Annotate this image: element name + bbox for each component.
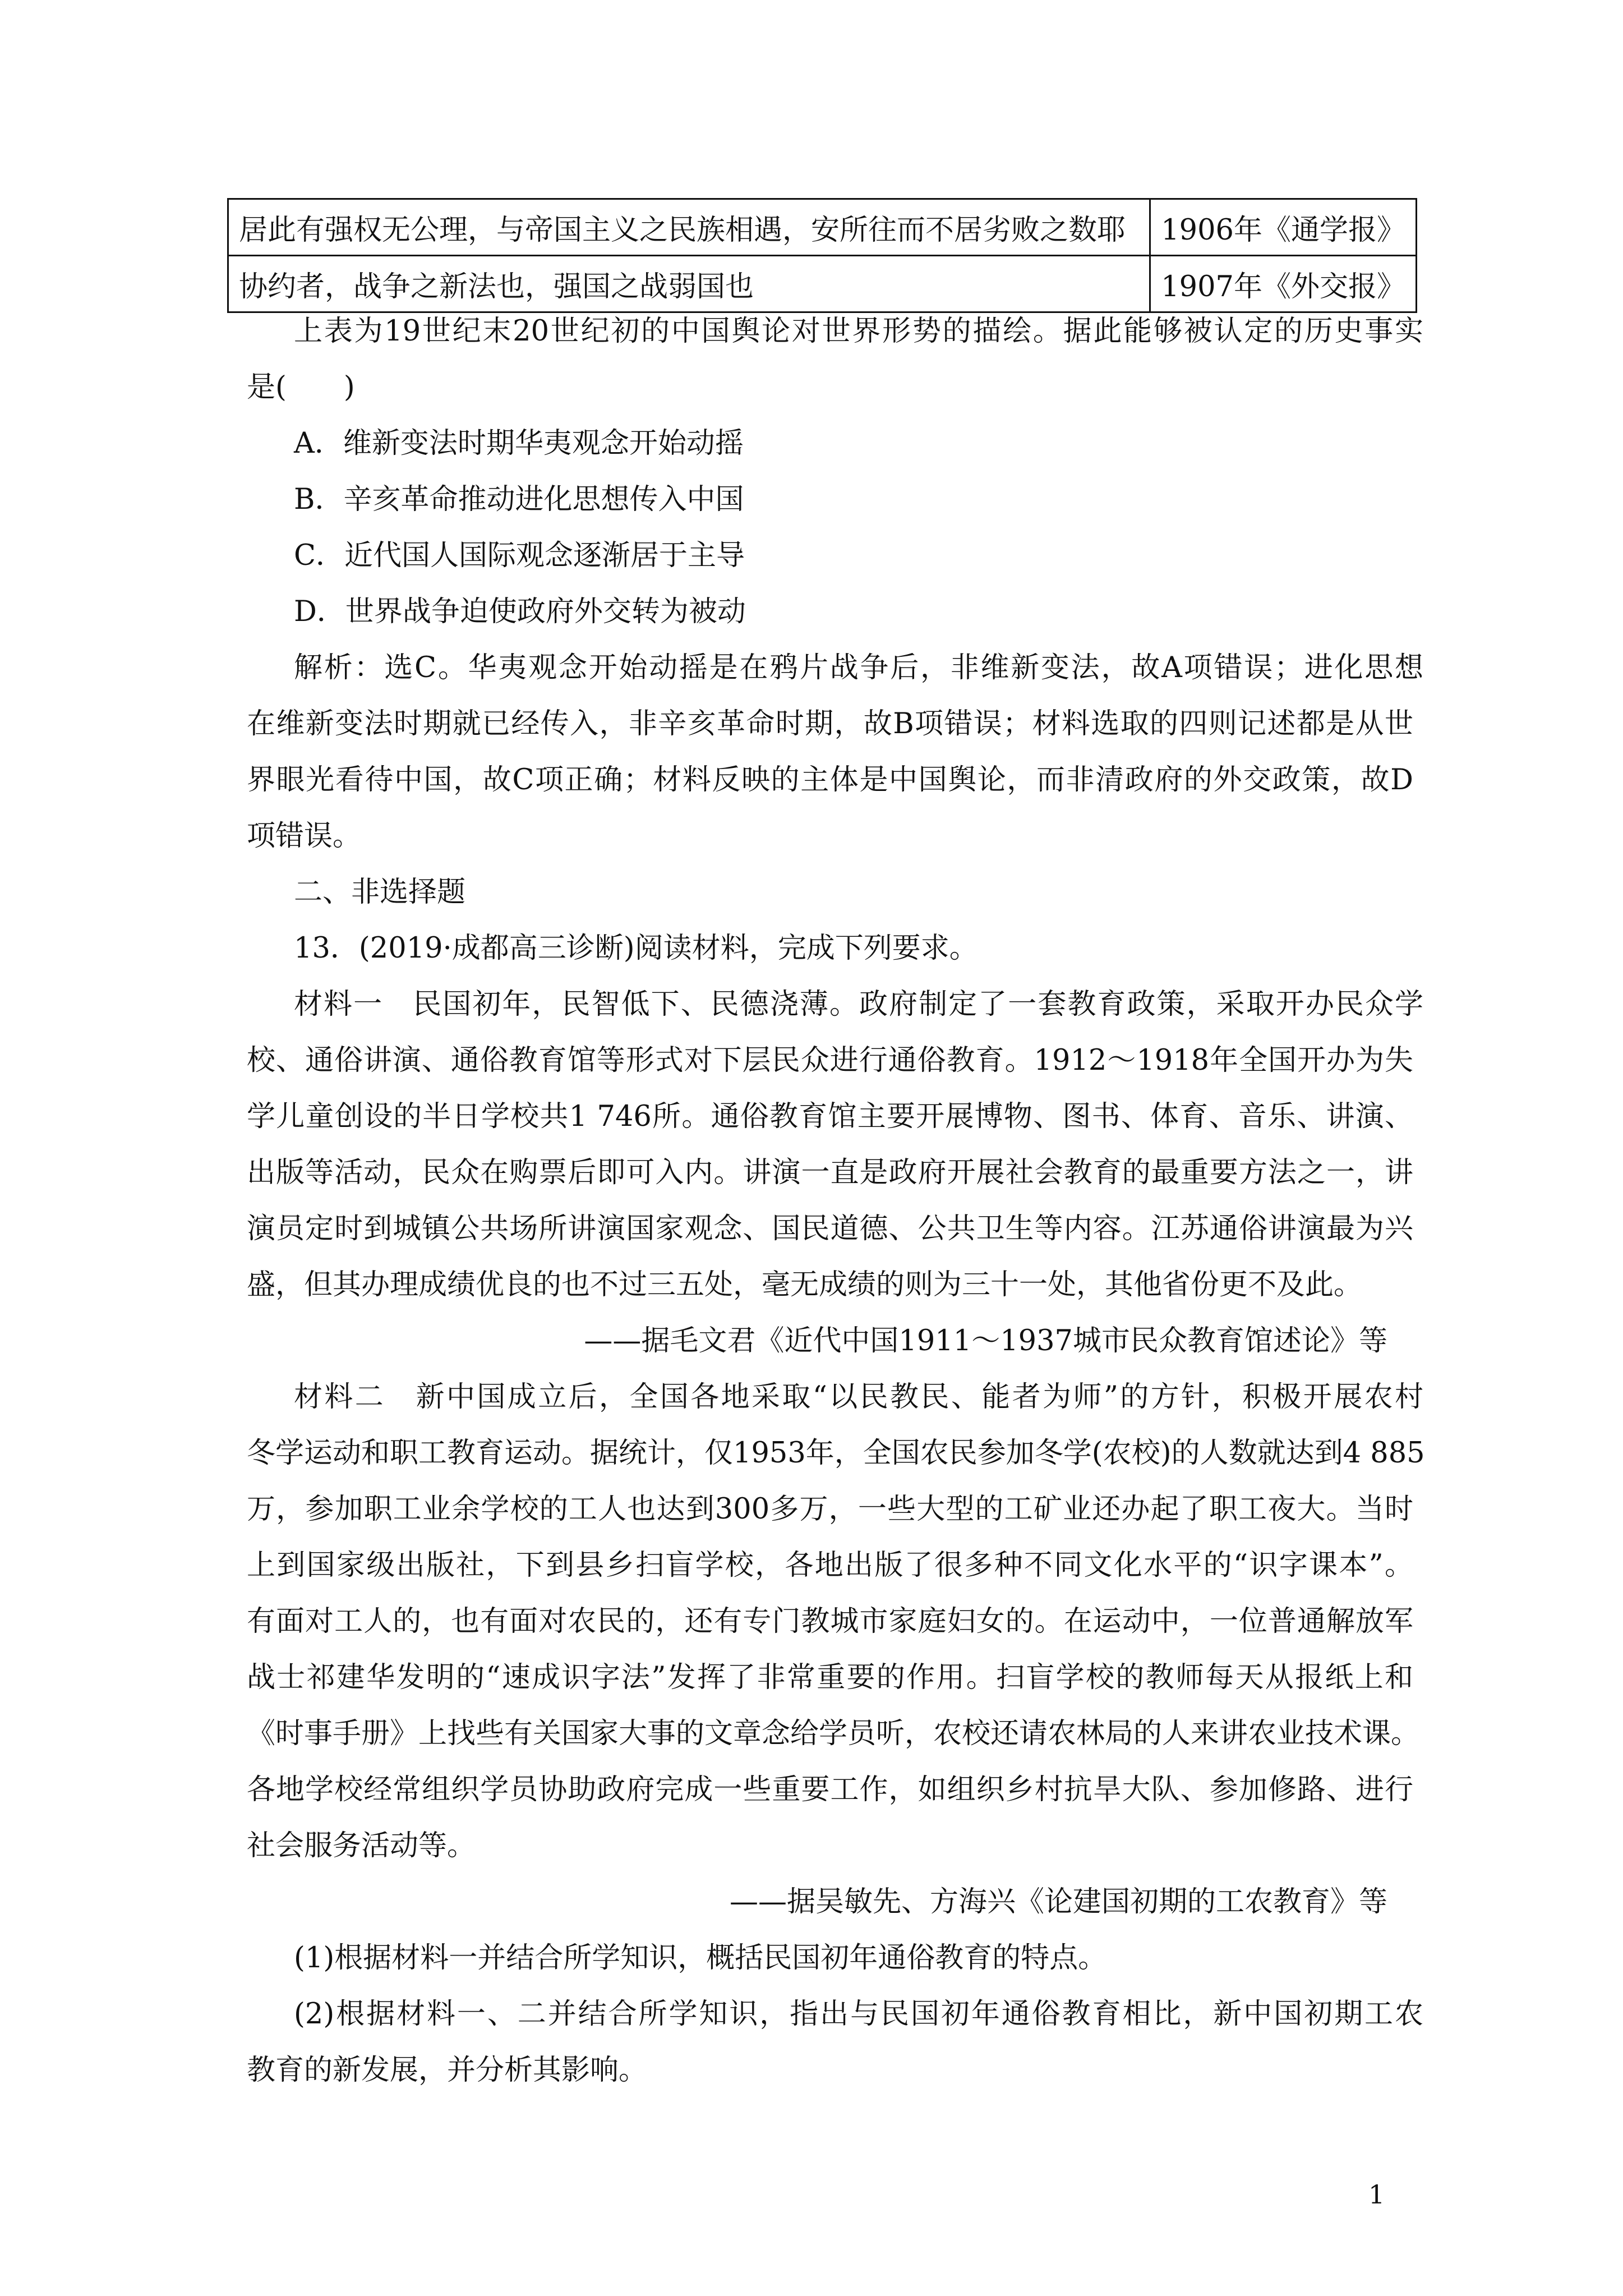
material1-line: 盛，但其办理成绩优良的也不过三五处，毫无成绩的则为三十一处，其他省份更不及此。 bbox=[247, 1268, 1363, 1301]
table-cell-text: 协约者，战争之新法也，强国之战弱国也 bbox=[228, 256, 1150, 312]
material2-line: 上到国家级出版社，下到县乡扫盲学校，各地出版了很多种不同文化水平的“识字课本”。 bbox=[247, 1549, 1413, 1582]
table-cell-source: 1906年《通学报》 bbox=[1150, 199, 1417, 256]
material2-source: ——据吴敏先、方海兴《论建国初期的工农教育》等 bbox=[729, 1885, 1387, 1918]
material2-line: 社会服务活动等。 bbox=[247, 1829, 476, 1862]
table-cell-text: 居此有强权无公理，与帝国主义之民族相遇，安所往而不居劣败之数耶 bbox=[228, 199, 1150, 256]
analysis-line: 项错误。 bbox=[247, 820, 362, 853]
option-c: C．近代国人国际观念逐渐居于主导 bbox=[294, 539, 745, 572]
material2-line: 材料二 新中国成立后，全国各地采取“以民教民、能者为师”的方针，积极开展农村 bbox=[294, 1381, 1423, 1414]
sub-question-2-cont: 教育的新发展，并分析其影响。 bbox=[247, 2054, 648, 2087]
material1-line: 学儿童创设的半日学校共1 746所。通俗教育馆主要开展博物、图书、体育、音乐、讲演、 bbox=[247, 1100, 1413, 1133]
quote-table bbox=[227, 198, 1417, 313]
question-13-title: 13．(2019·成都高三诊断)阅读材料，完成下列要求。 bbox=[294, 932, 978, 965]
sub-question-2: (2)根据材料一、二并结合所学知识，指出与民国初年通俗教育相比，新中国初期工农 bbox=[294, 1998, 1423, 2031]
section-heading: 二、非选择题 bbox=[294, 876, 466, 909]
material1-line: 出版等活动，民众在购票后即可入内。讲演一直是政府开展社会教育的最重要方法之一，讲 bbox=[247, 1156, 1413, 1189]
analysis-line: 在维新变法时期就已经传入，非辛亥革命时期，故B项错误；材料选取的四则记述都是从世 bbox=[247, 707, 1413, 740]
table-cell-source: 1907年《外交报》 bbox=[1150, 256, 1417, 312]
option-d: D．世界战争迫使政府外交转为被动 bbox=[294, 595, 746, 628]
option-b: B．辛亥革命推动进化思想传入中国 bbox=[294, 483, 744, 516]
material1-source: ——据毛文君《近代中国1911～1937城市民众教育馆述论》等 bbox=[584, 1324, 1387, 1358]
material2-line: 万，参加职工业余学校的工人也达到300多万，一些大型的工矿业还办起了职工夜大。当时 bbox=[247, 1493, 1413, 1526]
table-row bbox=[228, 256, 1417, 312]
page-number: 1 bbox=[1368, 2179, 1385, 2210]
material1-line: 校、通俗讲演、通俗教育馆等形式对下层民众进行通俗教育。1912～1918年全国开办为失 bbox=[247, 1044, 1413, 1077]
material2-line: 各地学校经常组织学员协助政府完成一些重要工作，如组织乡村抗旱大队、参加修路、进行 bbox=[247, 1773, 1413, 1806]
analysis-line: 界眼光看待中国，故C项正确；材料反映的主体是中国舆论，而非清政府的外交政策，故D bbox=[247, 763, 1413, 797]
table-row bbox=[228, 199, 1417, 256]
analysis-line: 解析：选C。华夷观念开始动摇是在鸦片战争后，非维新变法，故A项错误；进化思想 bbox=[294, 651, 1423, 684]
question-stem: 上表为19世纪末20世纪初的中国舆论对世界形势的描绘。据此能够被认定的历史事实 bbox=[294, 315, 1423, 348]
material1-line: 演员定时到城镇公共场所讲演国家观念、国民道德、公共卫生等内容。江苏通俗讲演最为兴 bbox=[247, 1212, 1413, 1245]
option-a: A．维新变法时期华夷观念开始动摇 bbox=[294, 427, 744, 460]
sub-question-1: (1)根据材料一并结合所学知识，概括民国初年通俗教育的特点。 bbox=[294, 1941, 1107, 1975]
material2-line: 冬学运动和职工教育运动。据统计，仅1953年，全国农民参加冬学(农校)的人数就达到4 885 bbox=[247, 1437, 1425, 1470]
question-stem-cont: 是( ) bbox=[247, 371, 355, 404]
material2-line: 有面对工人的，也有面对农民的，还有专门教城市家庭妇女的。在运动中，一位普通解放军 bbox=[247, 1605, 1413, 1638]
material2-line: 《时事手册》上找些有关国家大事的文章念给学员听，农校还请农林局的人来讲农业技术课。 bbox=[247, 1717, 1420, 1750]
material1-line: 材料一 民国初年，民智低下、民德浇薄。政府制定了一套教育政策，采取开办民众学 bbox=[294, 988, 1423, 1021]
material2-line: 战士祁建华发明的“速成识字法”发挥了非常重要的作用。扫盲学校的教师每天从报纸上和 bbox=[247, 1661, 1413, 1694]
